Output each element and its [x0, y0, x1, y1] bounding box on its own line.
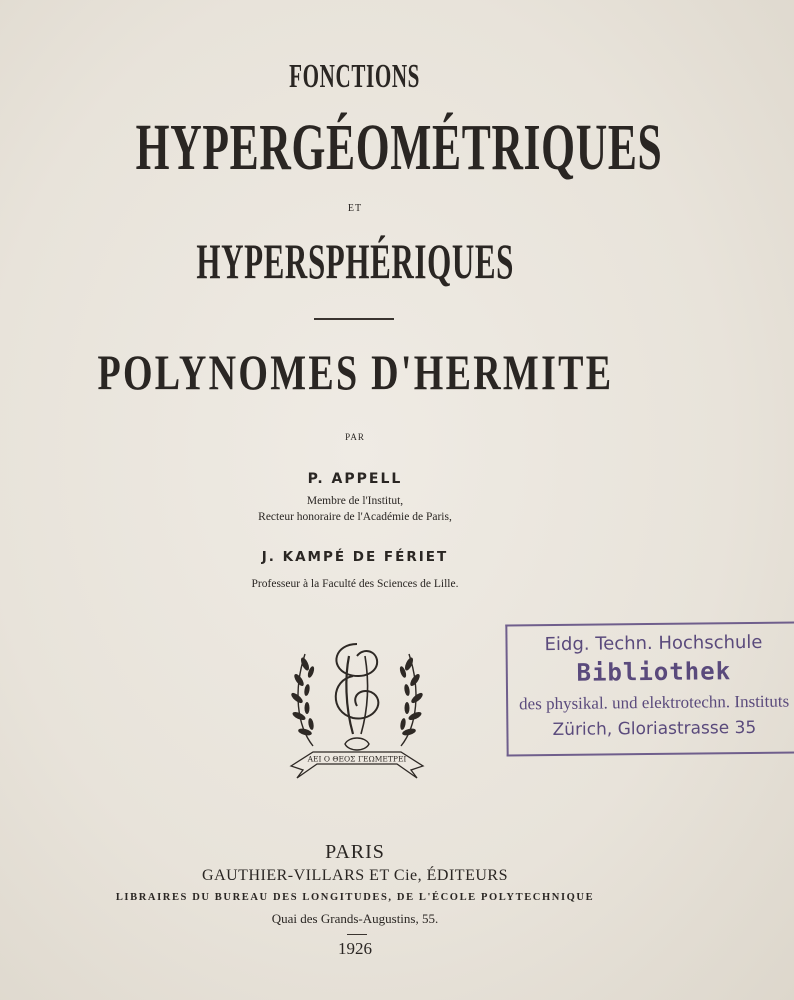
stamp-line-1: Eidg. Techn. Hochschule: [544, 631, 763, 656]
imprint-address: Quai des Grands-Augustins, 55.: [271, 911, 439, 926]
imprint-booksellers: LIBRAIRES DU BUREAU DES LONGITUDES, DE L'ÉCOLE POLYTECHNIQUE: [115, 892, 595, 903]
by-label: PAR: [345, 432, 365, 442]
library-stamp: [505, 621, 794, 756]
imprint-publisher: GAUTHIER-VILLARS ET Cie, ÉDITEURS: [202, 867, 508, 884]
author-2-role-1: Professeur à la Faculté des Sciences de Lille.: [251, 578, 459, 590]
title-line-2: HYPERGÉOMÉTRIQUES: [135, 111, 663, 184]
title-divider: [314, 318, 394, 320]
author-2-name: J. KAMPÉ DE FÉRIET: [261, 549, 449, 565]
title-line-3: HYPERSPHÉRIQUES: [196, 233, 514, 289]
title-line-1: FONCTIONS: [289, 58, 421, 95]
title-conjunction: ET: [347, 203, 363, 214]
emblem-motto: ΑΕΙ Ο ΘΕΟΣ ΓΕΩΜΕΤΡΕΙ: [307, 754, 407, 764]
publisher-emblem: [283, 636, 431, 784]
subtitle: POLYNOMES D'HERMITE: [97, 344, 613, 400]
stamp-line-3: des physikal. und elektrotechn. Instituts: [519, 691, 790, 714]
imprint-city: PARIS: [325, 841, 385, 863]
stamp-line-2: Bibliothek: [576, 657, 732, 687]
author-1-role-1: Membre de l'Institut,: [306, 495, 404, 507]
imprint-divider: [347, 934, 367, 935]
author-1-role-2: Recteur honoraire de l'Académie de Paris,: [258, 511, 452, 523]
author-1-name: P. APPELL: [307, 471, 403, 487]
stamp-line-4: Zürich, Gloriastrasse 35: [552, 717, 757, 741]
imprint-year: 1926: [338, 939, 372, 958]
